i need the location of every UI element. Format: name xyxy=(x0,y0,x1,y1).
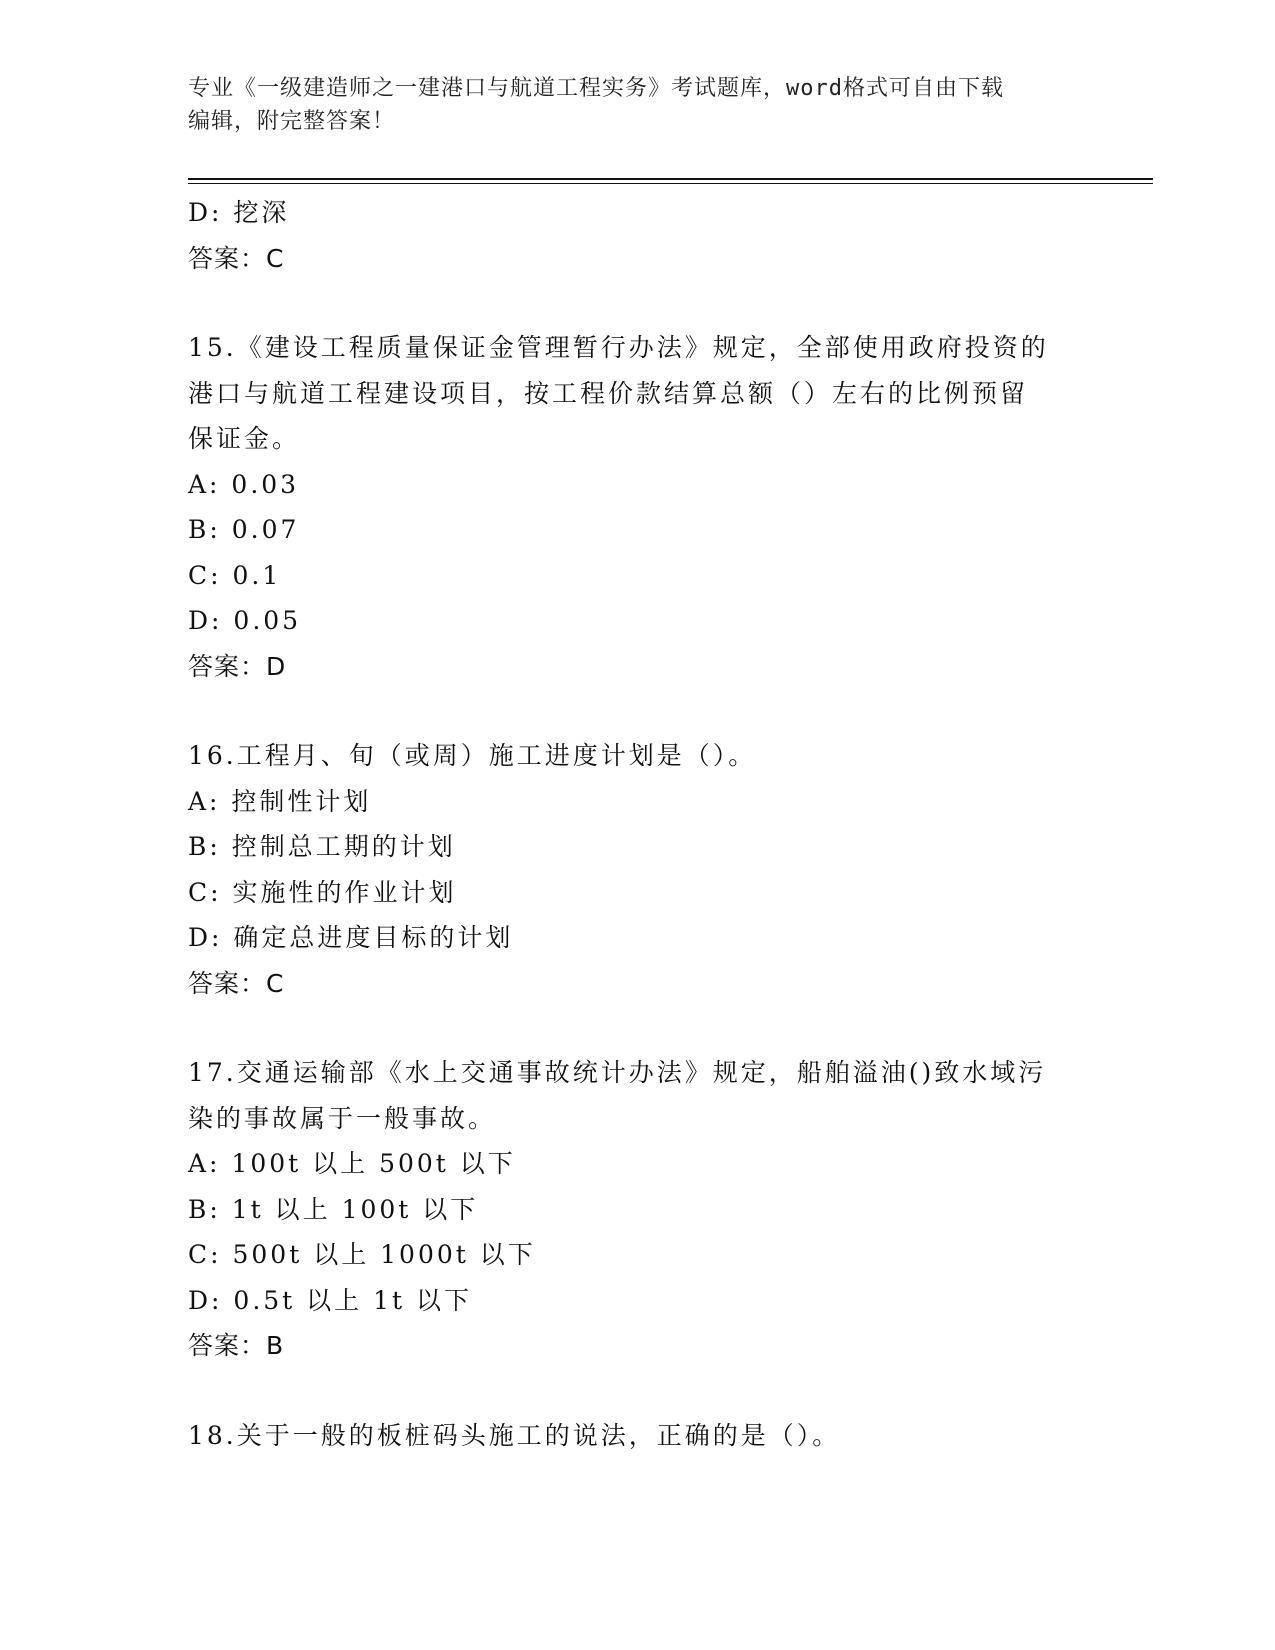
option-a: A: 控制性计划 xyxy=(188,786,372,816)
option-a: A: 100t 以上 500t 以下 xyxy=(188,1149,516,1178)
question-17 xyxy=(188,1050,1088,1369)
option-a: A: 0.03 xyxy=(188,469,300,499)
question-18 xyxy=(188,1413,1088,1459)
option-c: C: 500t 以上 1000t 以下 xyxy=(188,1240,536,1269)
question-stem: 16.工程月、旬（或周）施工进度计划是（）。 xyxy=(188,741,757,770)
header-divider-thin xyxy=(188,183,1153,184)
spacer xyxy=(188,281,1088,325)
question-stem: 保证金。 xyxy=(188,424,301,453)
question-stem: 港口与航道工程建设项目，按工程价款结算总额（）左右的比例预留 xyxy=(188,378,1029,408)
header-line-2: 编辑，附完整答案！ xyxy=(188,109,396,134)
spacer xyxy=(188,1369,1088,1413)
answer-line: 答案：C xyxy=(188,968,285,998)
option-d: D: 挖深 xyxy=(188,198,290,227)
header-divider-thick xyxy=(188,178,1153,180)
question-stem: 18.关于一般的板桩码头施工的说法，正确的是（）。 xyxy=(188,1420,841,1450)
spacer xyxy=(188,1006,1088,1050)
question-list xyxy=(188,190,1088,1458)
question-stem: 15.《建设工程质量保证金管理暂行办法》规定，全部使用政府投资的 xyxy=(188,333,1049,362)
answer-line: 答案：D xyxy=(188,651,287,681)
header-line-1: 专业《一级建造师之一建港口与航道工程实务》考试题库，word格式可自由下载 xyxy=(188,76,1004,101)
document-header xyxy=(188,72,1088,138)
option-d: D: 0.5t 以上 1t 以下 xyxy=(188,1285,473,1315)
option-b: B: 0.07 xyxy=(188,515,300,544)
option-c: C: 实施性的作业计划 xyxy=(188,877,457,907)
question-16 xyxy=(188,733,1088,1006)
question-14-tail xyxy=(188,190,1088,281)
spacer xyxy=(188,689,1088,733)
question-15 xyxy=(188,325,1088,689)
option-c: C: 0.1 xyxy=(188,560,282,590)
option-b: B: 1t 以上 100t 以下 xyxy=(188,1194,479,1224)
option-b: B: 控制总工期的计划 xyxy=(188,832,456,861)
question-stem: 染的事故属于一般事故。 xyxy=(188,1103,497,1133)
option-d: D: 确定总进度目标的计划 xyxy=(188,923,514,952)
question-stem: 17.交通运输部《水上交通事故统计办法》规定，船舶溢油()致水域污 xyxy=(188,1058,1047,1087)
option-d: D: 0.05 xyxy=(188,606,302,635)
answer-line: 答案：B xyxy=(188,1331,285,1360)
answer-line: 答案：C xyxy=(188,243,285,273)
